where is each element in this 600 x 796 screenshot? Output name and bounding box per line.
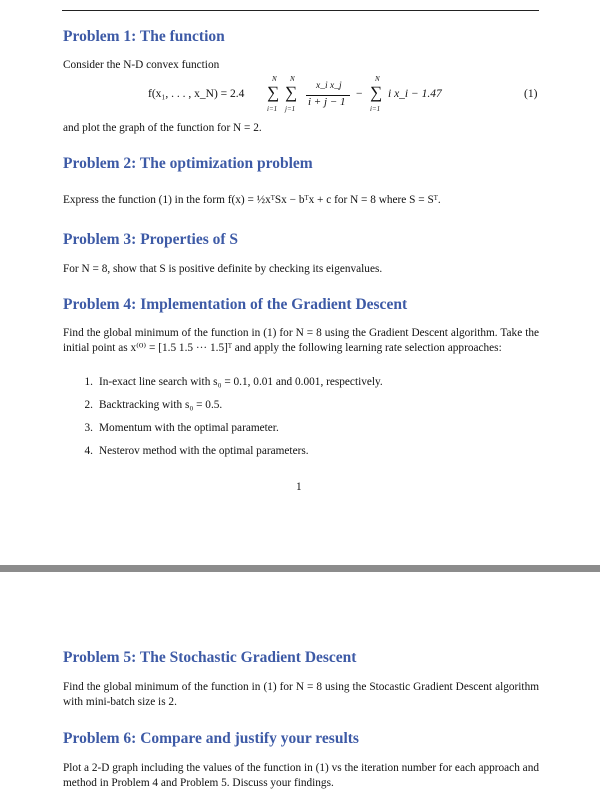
page-number: 1 [296,481,302,493]
fraction-denominator: i + j − 1 [308,96,346,108]
sum-lower-2: i=1 [370,105,381,113]
page-separator [0,565,600,572]
problem-5-title: Problem 5: The Stochastic Gradient Descent [63,649,357,666]
fraction-numerator: x_i x_j [316,81,342,91]
problem-6-text: Plot a 2-D graph including the values of the function in (1) vs the iteration number for each approach and method in Problem 4 and Problem 5. Discuss your findings. [63,762,539,789]
equation-lhs: f(x₁, . . . , x_N) = 2.4 [148,88,245,100]
list-item: 2. Backtracking with s₀ = 0.5. [84,399,223,411]
problem-6-title: Problem 6: Compare and justify your results [63,730,359,747]
problem-4-title: Problem 4: Implementation of the Gradient Descent [63,296,408,313]
sum-lower-j: j=1 [285,105,296,113]
sum-upper-2: N [375,75,380,83]
sum-sign-i: ∑ [267,83,280,102]
problem-3-text: For N = 8, show that S is positive definite by checking its eigenvalues. [63,263,383,275]
sum-sign-2: ∑ [370,83,383,102]
problem-1-intro: Consider the N-D convex function [63,59,220,71]
list-item: 4. Nesterov method with the optimal parameters. [84,445,309,457]
header-rule [62,10,539,11]
problem-5-text: Find the global minimum of the function in (1) for N = 8 using the Stocastic Gradient Descent algorithm with mini-batch size is 2. [63,681,539,708]
equation-second-term: i x_i − 1.47 [388,88,442,100]
document-page-2 [0,572,600,796]
sum-sign-j: ∑ [285,83,298,102]
equation-1 [148,75,548,120]
learning-rate-list [63,376,383,468]
problem-2-title: Problem 2: The optimization problem [63,155,313,172]
list-item: 3. Momentum with the optimal parameter. [84,422,279,434]
list-item: 1. In-exact line search with s₀ = 0.1, 0.01 and 0.001, respectively. [84,376,383,388]
problem-3-title: Problem 3: Properties of S [63,231,239,248]
sum-lower-i: i=1 [267,105,278,113]
sum-upper-j: N [290,75,295,83]
sum-upper-i: N [272,75,277,83]
problem-4-text: Find the global minimum of the function in (1) for N = 8 using the Gradient Descent algorithm. Take the initial point as x⁽⁰⁾ = [1.5 1.5 ··· 1.5]ᵀ and apply the following learning rate selection approaches: [63,327,539,354]
problem-1-title: Problem 1: The function [63,28,225,45]
problem-2-text: Express the function (1) in the form f(x) = ½xᵀSx − bᵀx + c for N = 8 where S = Sᵀ. [63,194,441,206]
equation-number: (1) [524,88,538,100]
minus-sign: − [356,88,363,100]
problem-1-after: and plot the graph of the function for N = 2. [63,122,262,134]
